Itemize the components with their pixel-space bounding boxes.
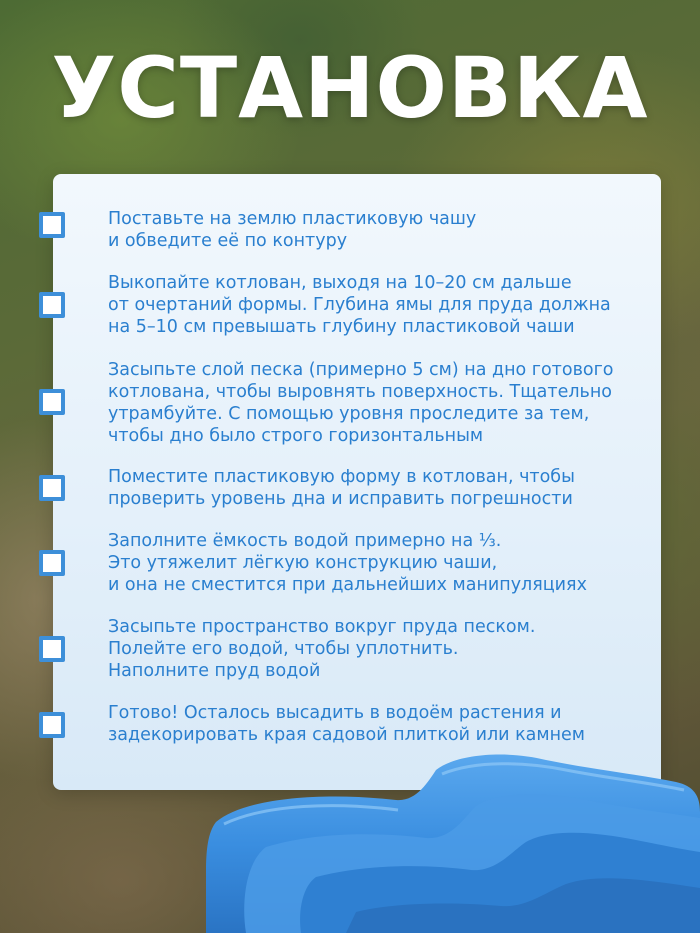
step-marker-icon [39, 550, 65, 576]
page-title: УСТАНОВКА [51, 39, 649, 137]
step-2-text: Выкопайте котлован, выходя на 10–20 см дальше от очертаний формы. Глубина ямы для пруда должна на 5–10 см превышать глубину пластиковой чаши [108, 273, 611, 337]
step-3-text: Засыпьте слой песка (примерно 5 см) на дно готового котлована, чтобы выровнять поверхность. Тщательно утрамбуйте. С помощью уровня проследите за тем, чтобы дно было строго горизонтальным [108, 360, 614, 446]
step-marker-icon [39, 712, 65, 738]
step-1-text: Поставьте на землю пластиковую чашу и обведите её по контуру [108, 209, 477, 251]
step-5-text: Заполните ёмкость водой примерно на ⅓. Это утяжелит лёгкую конструкцию чаши, и она не сместится при дальнейших манипуляциях [108, 531, 587, 595]
plastic-pond-bowl-image [206, 752, 700, 933]
step-4-text: Поместите пластиковую форму в котлован, чтобы проверить уровень дна и исправить погрешности [108, 467, 575, 509]
step-marker-icon [39, 292, 65, 318]
step-marker-icon [39, 212, 65, 238]
step-marker-icon [39, 389, 65, 415]
step-marker-icon [39, 636, 65, 662]
step-6-text: Засыпьте пространство вокруг пруда песком. Полейте его водой, чтобы уплотнить. Наполните пруд водой [108, 617, 536, 681]
step-marker-icon [39, 475, 65, 501]
step-7-text: Готово! Осталось высадить в водоём растения и задекорировать края садовой плиткой или камнем [108, 703, 585, 745]
